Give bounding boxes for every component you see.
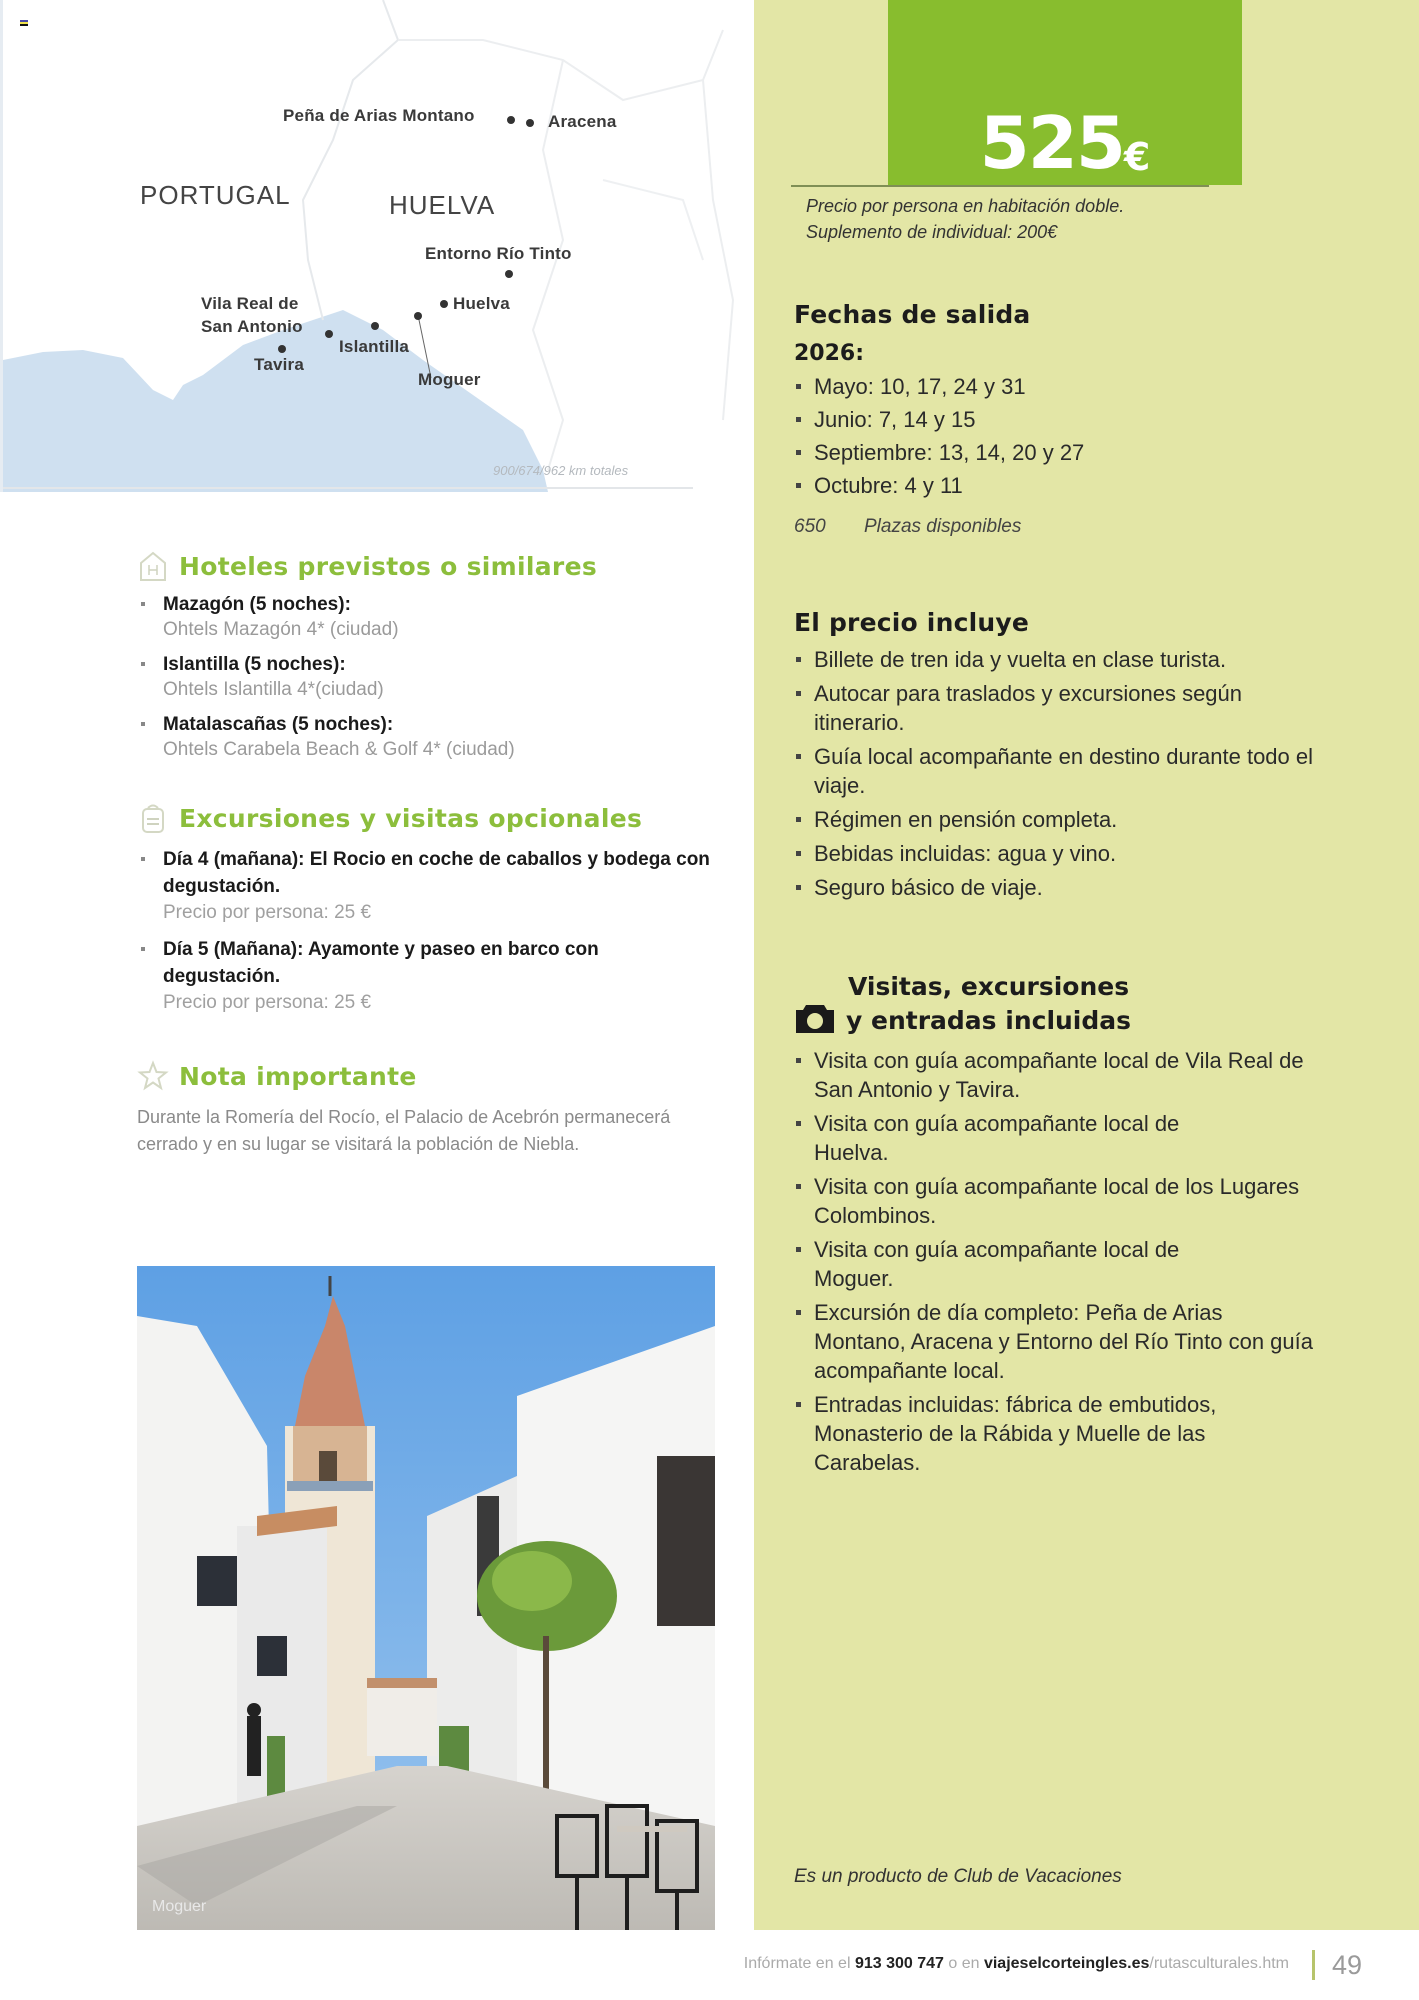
departure-year: 2026:: [794, 341, 865, 366]
hotel-icon: [137, 550, 169, 582]
contact-info: Infórmate en el 913 300 747 o en viajeselcorteingles.es/rutasculturales.htm: [743, 1955, 1289, 1972]
optional-excursions-list: [137, 846, 717, 1016]
website-link[interactable]: viajeselcorteingles.es: [983, 1955, 1150, 1972]
optional-excursions-heading: [137, 802, 717, 834]
price-divider: [791, 185, 1209, 187]
map-background: [3, 0, 754, 492]
map-region-huelva: HUELVA: [389, 190, 496, 220]
optional-excursions-title: Excursiones y visitas opcionales: [179, 803, 643, 833]
seats-available: [794, 516, 1394, 538]
visit-item: Visita con guía acompañante local de los Lugares Colombinos.: [794, 1172, 1304, 1230]
hotel-item: [137, 712, 717, 762]
map-dot-islantilla: [371, 322, 379, 330]
hotel-location: Islantilla (5 noches):: [163, 654, 346, 675]
departure-date-item: Septiembre: 13, 14, 20 y 27: [794, 438, 1394, 467]
contact-phone[interactable]: 913 300 747: [854, 1955, 944, 1972]
map-label-vila-real-1: Vila Real de: [201, 294, 299, 313]
photo-caption: Moguer: [152, 1898, 207, 1915]
includes-item: Autocar para traslados y excursiones según itinerario.: [794, 679, 1254, 737]
map-dot-pena-arias-montano: [507, 116, 515, 124]
visit-item: Visita con guía acompañante local de Vila Real de San Antonio y Tavira.: [794, 1046, 1314, 1104]
hotel-name: Ohtels Islantilla 4*(ciudad): [163, 679, 384, 700]
included-visits-heading: [794, 970, 1394, 1038]
page-footer: [0, 1950, 1419, 1990]
departure-dates-list: [794, 372, 1394, 500]
excursion-description: Día 4 (mañana): El Rocio en coche de caballos y bodega con degustación.: [163, 849, 710, 897]
includes-item: Billete de tren ida y vuelta en clase turista.: [794, 645, 1334, 674]
included-visits-list: [794, 1046, 1394, 1477]
visit-item: Visita con guía acompañante local de Huelva.: [794, 1109, 1224, 1167]
price-includes-title: El precio incluye: [794, 608, 1030, 637]
includes-item: Bebidas incluidas: agua y vino.: [794, 839, 1394, 868]
optional-excursion-item: [137, 846, 717, 926]
important-note-text: Durante la Romería del Rocío, el Palacio de Acebrón permanecerá cerrado y en su lugar se visitará la población de Niebla.: [137, 1107, 671, 1154]
price-amount: 525: [979, 101, 1124, 185]
hotel-item: [137, 592, 717, 642]
departure-dates-section: [794, 300, 1394, 538]
hotels-list: [137, 592, 717, 762]
excursion-price: Precio por persona: 25 €: [163, 992, 372, 1013]
map-dot-aracena: [526, 119, 534, 127]
left-column: [137, 550, 717, 1158]
map-label-islantilla: Islantilla: [339, 337, 410, 356]
map-label-tavira: Tavira: [254, 355, 305, 374]
map-dot-huelva: [440, 300, 448, 308]
map-label-aracena: Aracena: [548, 112, 617, 131]
map-label-huelva: Huelva: [453, 294, 510, 313]
important-note-heading: [137, 1060, 717, 1092]
map-scale-text: 900/674/962 km totales: [493, 463, 629, 478]
map-label-moguer: Moguer: [418, 370, 481, 389]
hotel-name: Ohtels Mazagón 4* (ciudad): [163, 619, 399, 640]
website-path[interactable]: /rutasculturales.htm: [1149, 1955, 1289, 1972]
important-note-title: Nota importante: [179, 1061, 417, 1091]
hotel-item: [137, 652, 717, 702]
visit-item: Excursión de día completo: Peña de Arias Montano, Aracena y Entorno del Río Tinto con guía acompañante local.: [794, 1298, 1314, 1385]
map-dot-entorno-rio-tinto: [505, 270, 513, 278]
price-note: [806, 193, 1124, 245]
club-vacaciones-note: Es un producto de Club de Vacaciones: [794, 1866, 1122, 1887]
backpack-icon: [137, 802, 169, 834]
map-dot-tavira: [278, 345, 286, 353]
departure-date-item: Junio: 7, 14 y 15: [794, 405, 1394, 434]
hotels-title: Hoteles previstos o similares: [179, 551, 598, 581]
price-badge: [888, 0, 1242, 185]
route-map: [0, 0, 754, 492]
price-currency: €: [1123, 135, 1151, 179]
departure-dates-title: Fechas de salida: [794, 300, 1031, 329]
hotel-name: Ohtels Carabela Beach & Golf 4* (ciudad): [163, 739, 515, 760]
map-dot-moguer: [414, 312, 422, 320]
includes-item: Seguro básico de viaje.: [794, 873, 1394, 902]
price-includes-section: [794, 608, 1394, 907]
moguer-street-photo: [137, 1266, 715, 1930]
included-visits-section: [794, 970, 1394, 1482]
page-number: 49: [1332, 1950, 1363, 1980]
hotel-location: Mazagón (5 noches):: [163, 594, 351, 615]
seats-count: 650: [794, 516, 826, 537]
price-includes-list: [794, 645, 1394, 902]
map-label-pena-arias-montano: Peña de Arias Montano: [283, 106, 475, 125]
map-region-portugal: PORTUGAL: [140, 180, 291, 210]
departure-date-item: Octubre: 4 y 11: [794, 471, 1394, 500]
includes-item: Régimen en pensión completa.: [794, 805, 1394, 834]
seats-label: Plazas disponibles: [864, 516, 1022, 537]
visit-item: Entradas incluidas: fábrica de embutidos, Monasterio de la Rábida y Muelle de las Carabelas.: [794, 1390, 1294, 1477]
info-panel: [754, 0, 1419, 1930]
included-visits-title: Visitas, excursiones y entradas incluidas: [846, 972, 1132, 1035]
street-photo-illustration: [137, 1266, 715, 1930]
map-label-vila-real-2: San Antonio: [201, 317, 303, 336]
star-icon: [137, 1060, 169, 1092]
excursion-description: Día 5 (Mañana): Ayamonte y paseo en barco con degustación.: [163, 939, 599, 987]
excursion-price: Precio por persona: 25 €: [163, 902, 372, 923]
optional-excursion-item: [137, 936, 717, 1016]
hotels-heading: [137, 550, 717, 582]
footer-divider: [1312, 1950, 1315, 1980]
map-dot-vila-real: [325, 330, 333, 338]
camera-icon: [794, 1001, 836, 1035]
price-note-double-room: Precio por persona en habitación doble.: [806, 196, 1125, 216]
hotel-location: Matalascañas (5 noches):: [163, 714, 394, 735]
includes-item: Guía local acompañante en destino durante todo el viaje.: [794, 742, 1334, 800]
departure-date-item: Mayo: 10, 17, 24 y 31: [794, 372, 1394, 401]
visit-item: Visita con guía acompañante local de Moguer.: [794, 1235, 1224, 1293]
map-label-entorno-rio-tinto: Entorno Río Tinto: [425, 244, 572, 263]
price-note-single-supplement: Suplemento de individual: 200€: [806, 222, 1058, 242]
print-registration-mark: [20, 20, 28, 26]
